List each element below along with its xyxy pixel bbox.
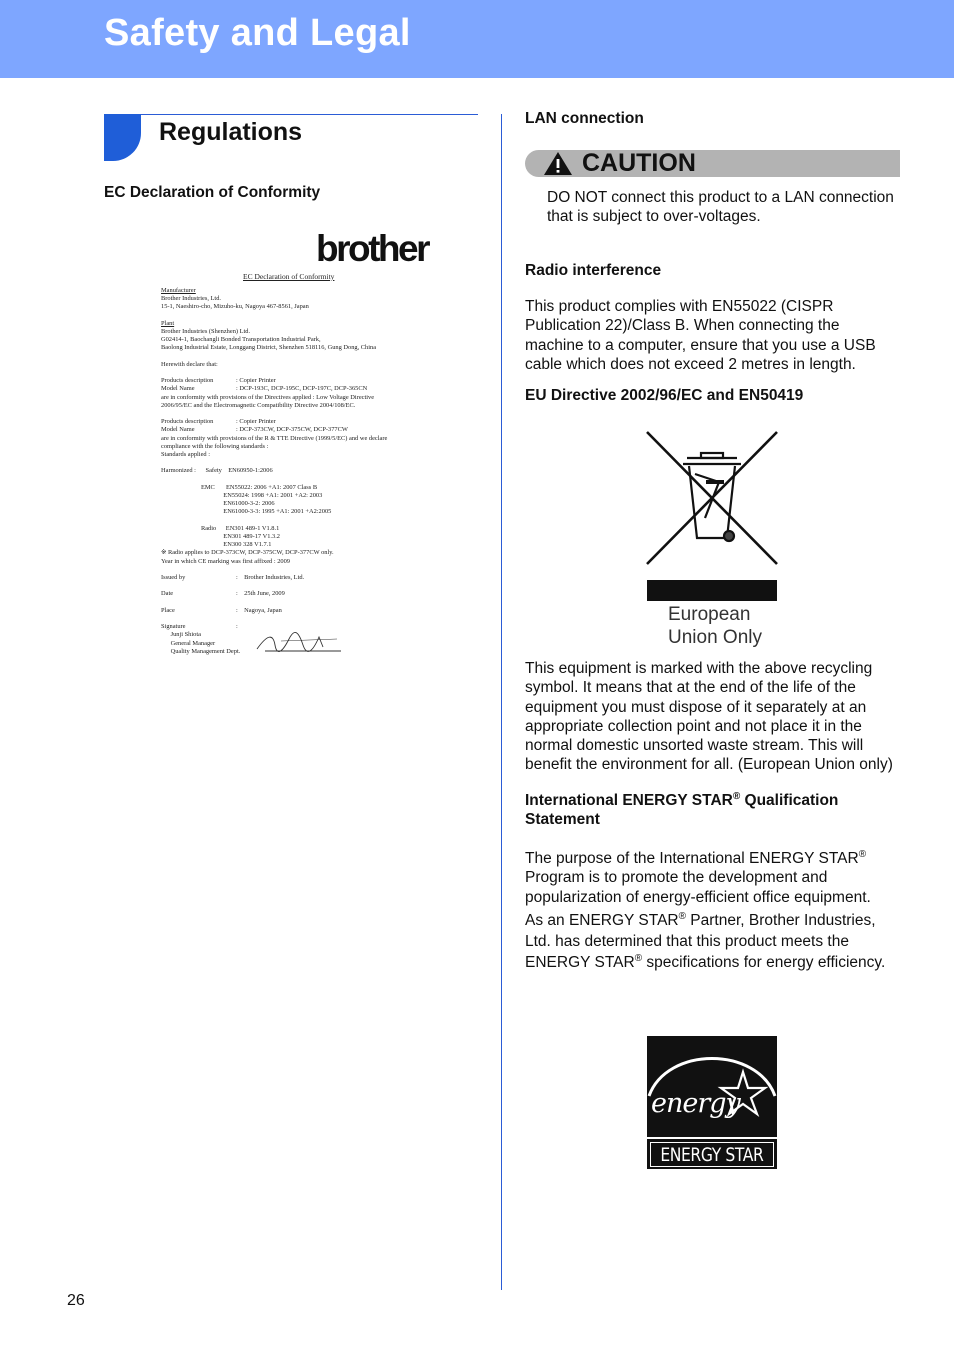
doc-line xyxy=(161,467,441,475)
doc-line-label: Products description xyxy=(161,418,214,426)
doc-line xyxy=(161,443,441,451)
doc-line xyxy=(161,336,441,344)
section-tab-marker xyxy=(104,114,141,161)
doc-line xyxy=(161,484,441,492)
caution-text: DO NOT connect this product to a LAN connection that is subject to over-voltages. xyxy=(547,189,894,226)
doc-line-label: Manufacturer xyxy=(161,287,196,294)
doc-line-label: Model Name xyxy=(161,426,195,434)
eu-caption-line-1: European xyxy=(668,604,751,625)
doc-line-label: Standards applied : xyxy=(161,451,210,458)
doc-line-value: : xyxy=(236,623,238,631)
radio-interference-heading: Radio interference xyxy=(525,262,662,279)
registered-mark: ® xyxy=(858,849,867,860)
doc-line xyxy=(161,599,441,607)
doc-line xyxy=(161,500,441,508)
doc-line-label: EN61000-3-2: 2006 xyxy=(161,500,275,508)
doc-line xyxy=(161,328,441,336)
doc-line xyxy=(161,312,441,320)
doc-line-label: EMC EN55022: 2006 +A1: 2007 Class B xyxy=(161,483,318,491)
doc-line xyxy=(161,508,441,516)
doc-line xyxy=(161,533,441,541)
doc-line xyxy=(161,394,441,402)
doc-line-label: Products description xyxy=(161,377,214,385)
eu-bin-bar xyxy=(647,580,777,601)
energy-star-heading-a: International ENERGY STAR xyxy=(525,792,733,809)
energy-star-logo xyxy=(647,1036,777,1169)
doc-line-label: Issued by xyxy=(161,573,186,581)
energy-script-text: energy xyxy=(651,1088,740,1119)
doc-line-label: are in conformity with provisions of the R & TTE Directive (1999/5/EC) and we declare xyxy=(161,434,388,442)
doc-line-label: ※ Radio applies to DCP-373CW, DCP-375CW, DCP-377CW only. xyxy=(161,549,334,557)
energy-star-heading-c: Statement xyxy=(525,810,600,828)
doc-line-value: Quality Management Dept. xyxy=(161,647,241,655)
doc-line xyxy=(161,344,441,352)
doc-line xyxy=(161,353,441,361)
doc-line xyxy=(161,402,441,410)
doc-line xyxy=(161,566,441,574)
energy-star-arc-icon xyxy=(647,1036,777,1138)
eu-caption-line-2: Union Only xyxy=(668,627,762,648)
doc-line xyxy=(161,590,441,598)
doc-line-label: Place xyxy=(161,606,175,614)
doc-line-label: Herewith declare that: xyxy=(161,360,218,368)
doc-line-value: General Manager xyxy=(161,639,216,647)
doc-line-label: G02414-1, Baochangli Bonded Transportation Industrial Park, xyxy=(161,336,321,344)
doc-line xyxy=(161,435,441,443)
doc-line xyxy=(161,295,441,303)
es-p2-a: As an ENERGY STAR xyxy=(525,912,679,929)
doc-line xyxy=(161,287,441,295)
warning-triangle-icon xyxy=(543,151,573,176)
column-divider xyxy=(501,114,502,1290)
doc-line xyxy=(161,385,441,393)
es-p2-b: Partner, Brother Industries, Ltd. has determined that this product meets the ENERGY STAR xyxy=(525,912,876,971)
section-title: Regulations xyxy=(159,118,303,146)
signature-icon xyxy=(253,631,343,655)
registered-mark: ® xyxy=(634,953,643,964)
doc-line xyxy=(161,574,441,582)
es-p1-b: Program is to promote the development and popularization of energy-efficient office equipment. xyxy=(525,869,871,906)
doc-line xyxy=(161,582,441,590)
doc-line xyxy=(161,525,441,533)
doc-line xyxy=(161,320,441,328)
energy-star-paragraph-2 xyxy=(525,910,903,973)
lan-connection-heading: LAN connection xyxy=(525,110,644,127)
section-rule xyxy=(104,114,478,115)
doc-line-label: compliance with the following standards : xyxy=(161,442,269,450)
doc-line-value: Junji Shiota xyxy=(161,631,201,639)
energy-star-paragraph-1 xyxy=(525,849,903,907)
doc-line xyxy=(161,459,441,467)
doc-line xyxy=(161,492,441,500)
radio-interference-text: This product complies with EN55022 (CISPR Publication 22)/Class B. When connecting the machine to a computer, ensure that you use a USB cable which does not exceed 2 metres in length. xyxy=(525,298,876,373)
doc-line xyxy=(161,558,441,566)
doc-line xyxy=(161,377,441,385)
page-title: Safety and Legal xyxy=(104,12,411,54)
doc-line-value: : DCP-373CW, DCP-375CW, DCP-377CW xyxy=(236,426,348,434)
energy-star-heading-b: Qualification xyxy=(740,792,839,809)
doc-line-label: Year in which CE marking was first affixed : 2009 xyxy=(161,557,290,565)
doc-line xyxy=(161,549,441,557)
es-p2-c: specifications for energy efficiency. xyxy=(642,954,886,971)
doc-line-value: : Nagoya, Japan xyxy=(236,606,282,614)
doc-line xyxy=(161,418,441,426)
doc-line-label: Date xyxy=(161,590,174,598)
brother-logo: brother xyxy=(316,228,428,269)
doc-line xyxy=(161,426,441,434)
doc-line xyxy=(161,517,441,525)
doc-line-label: Signature xyxy=(161,623,186,631)
doc-title: EC Declaration of Conformity xyxy=(243,272,335,281)
doc-line-label: 15-1, Naeshiro-cho, Mizuho-ku, Nagoya 467-8561, Japan xyxy=(161,303,309,311)
eu-caption xyxy=(668,603,798,649)
doc-line-label: Baolong Industrial Estate, Longgang District, Shenzhen 518116, Gung Dong, China xyxy=(161,344,377,352)
doc-line-label: are in conformity with provisions of the Directives applied : Low Voltage Directive xyxy=(161,393,375,401)
registered-mark: ® xyxy=(732,791,741,802)
doc-line-value: : DCP-193C, DCP-195C, DCP-197C, DCP-365CN xyxy=(236,385,368,393)
doc-line xyxy=(161,361,441,369)
doc-lines xyxy=(161,287,441,656)
doc-line xyxy=(161,607,441,615)
energy-star-label-box xyxy=(650,1142,774,1167)
doc-line-label: EN55024: 1998 +A1: 2001 +A2: 2003 xyxy=(161,491,323,499)
ec-declaration-heading: EC Declaration of Conformity xyxy=(104,184,321,201)
doc-line xyxy=(161,303,441,311)
registered-mark: ® xyxy=(678,911,686,922)
doc-line-label: Brother Industries, Ltd. xyxy=(161,295,221,303)
crossed-wheelie-bin-icon xyxy=(645,430,779,566)
caution-label: CAUTION xyxy=(582,149,696,177)
es-p1-a: The purpose of the International ENERGY STAR xyxy=(525,850,859,867)
ec-declaration-document xyxy=(158,228,444,698)
energy-star-heading xyxy=(525,792,897,829)
doc-line-value: : 25th June, 2009 xyxy=(236,590,285,598)
doc-line xyxy=(161,541,441,549)
doc-line-label: EN300 328 V1.7.1 xyxy=(161,541,272,549)
doc-line-label: EN61000-3-3: 1995 +A1: 2001 +A2:2005 xyxy=(161,508,332,516)
energy-star-logo-rule xyxy=(647,1137,777,1139)
doc-line-label: Brother Industries (Shenzhen) Ltd. xyxy=(161,328,251,335)
doc-line-label: Model Name xyxy=(161,385,195,393)
doc-line xyxy=(161,476,441,484)
doc-line-label: 2006/95/EC and the Electromagnetic Compatibility Directive 2004/108/EC. xyxy=(161,401,356,409)
eu-directive-heading: EU Directive 2002/96/EC and EN50419 xyxy=(525,387,804,404)
doc-line-label: Radio EN301 489-1 V1.8.1 xyxy=(161,524,280,532)
doc-line-label: Plant xyxy=(161,319,175,327)
eu-directive-text: This equipment is marked with the above recycling symbol. It means that at the end of the life of the equipment you must dispose of it separately at an appropriate collection point and not place it in the normal domestic unsorted waste stream. This will benefit the environment for all. (European Union only) xyxy=(525,660,893,774)
doc-line-value: : Brother Industries, Ltd. xyxy=(236,573,305,581)
doc-line-label: EN301 489-17 V1.3.2 xyxy=(161,532,280,540)
doc-line xyxy=(161,369,441,377)
doc-line xyxy=(161,451,441,459)
doc-line-label: Harmonized : Safety EN60950-1:2006 xyxy=(161,467,273,475)
doc-line xyxy=(161,615,441,623)
page-number: 26 xyxy=(67,1292,85,1309)
doc-line-value: : Copier Printer xyxy=(236,418,276,426)
energy-star-logo-text: ENERGY STAR xyxy=(660,1143,764,1166)
doc-line-value: : Copier Printer xyxy=(236,377,276,385)
doc-line xyxy=(161,410,441,418)
